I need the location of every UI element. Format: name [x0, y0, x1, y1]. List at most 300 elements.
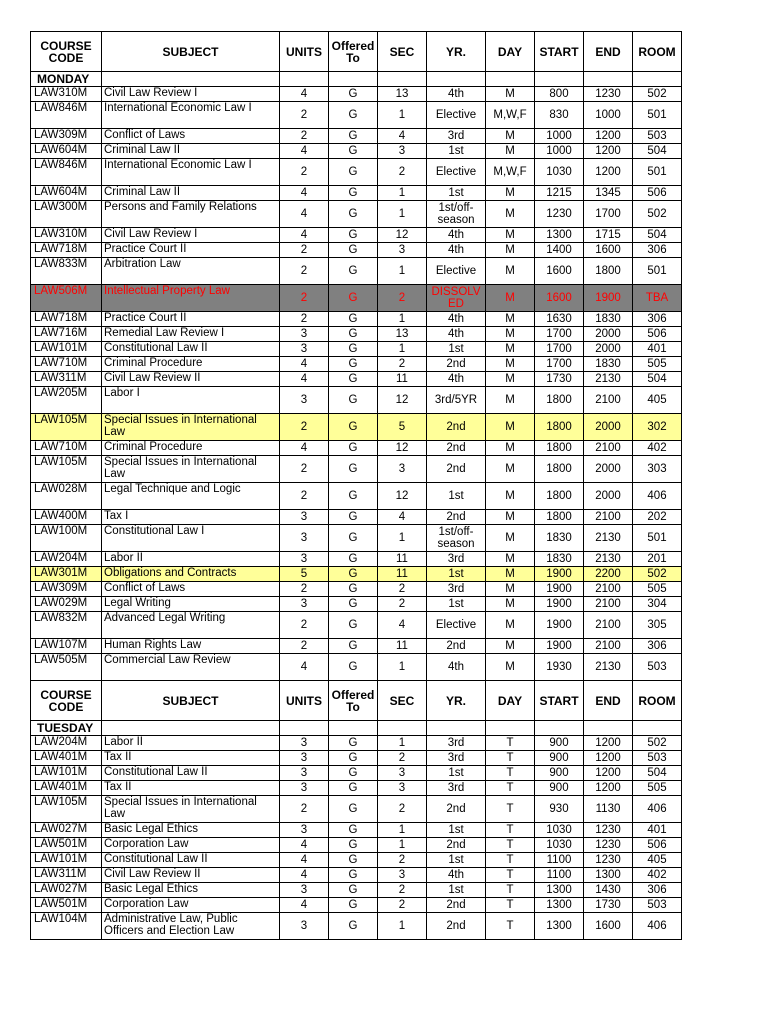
end-cell: 1700 — [584, 201, 633, 228]
header-start: START — [535, 32, 584, 72]
units-cell: 4 — [280, 201, 329, 228]
subject-cell: Commercial Law Review — [102, 654, 280, 681]
course-code-cell: LAW501M — [31, 838, 102, 853]
year-cell: 2nd — [427, 357, 486, 372]
start-cell: 1300 — [535, 898, 584, 913]
end-cell: 1230 — [584, 838, 633, 853]
start-cell: 1800 — [535, 483, 584, 510]
subject-cell: International Economic Law I — [102, 159, 280, 186]
day-cell: M — [486, 414, 535, 441]
subject-cell: Arbitration Law — [102, 258, 280, 285]
end-cell: 1345 — [584, 186, 633, 201]
subject-cell: Labor II — [102, 736, 280, 751]
empty-cell — [535, 721, 584, 736]
subject-cell: Corporation Law — [102, 898, 280, 913]
day-cell: M — [486, 87, 535, 102]
start-cell: 930 — [535, 796, 584, 823]
course-row — [31, 87, 682, 102]
header-day: DAY — [486, 681, 535, 721]
offered-to-cell: G — [329, 87, 378, 102]
year-cell: 2nd — [427, 639, 486, 654]
offered-to-cell: G — [329, 456, 378, 483]
course-row — [31, 144, 682, 159]
course-code-cell: LAW718M — [31, 312, 102, 327]
day-cell: M — [486, 483, 535, 510]
start-cell: 1830 — [535, 525, 584, 552]
course-code-cell: LAW311M — [31, 868, 102, 883]
course-row — [31, 868, 682, 883]
units-cell: 2 — [280, 129, 329, 144]
offered-to-cell: G — [329, 796, 378, 823]
day-cell: M — [486, 387, 535, 414]
header-row — [31, 681, 682, 721]
subject-cell: Criminal Procedure — [102, 441, 280, 456]
empty-cell — [102, 721, 280, 736]
course-row — [31, 525, 682, 552]
offered-to-cell: G — [329, 751, 378, 766]
day-cell: T — [486, 868, 535, 883]
course-row — [31, 312, 682, 327]
course-code-cell: LAW204M — [31, 552, 102, 567]
course-code-cell: LAW309M — [31, 582, 102, 597]
end-cell: 1000 — [584, 102, 633, 129]
offered-to-cell: G — [329, 612, 378, 639]
course-row — [31, 781, 682, 796]
day-cell: T — [486, 883, 535, 898]
units-cell: 4 — [280, 357, 329, 372]
room-cell: 505 — [633, 357, 682, 372]
course-code-cell: LAW301M — [31, 567, 102, 582]
subject-cell: Obligations and Contracts — [102, 567, 280, 582]
empty-cell — [102, 72, 280, 87]
room-cell: 502 — [633, 87, 682, 102]
end-cell: 1130 — [584, 796, 633, 823]
start-cell: 1215 — [535, 186, 584, 201]
course-code-cell: LAW832M — [31, 612, 102, 639]
offered-to-cell: G — [329, 243, 378, 258]
start-cell: 1800 — [535, 387, 584, 414]
units-cell: 2 — [280, 159, 329, 186]
units-cell: 3 — [280, 510, 329, 525]
room-cell: 504 — [633, 228, 682, 243]
offered-to-cell: G — [329, 483, 378, 510]
start-cell: 900 — [535, 751, 584, 766]
empty-cell — [329, 721, 378, 736]
course-code-cell: LAW501M — [31, 898, 102, 913]
start-cell: 1100 — [535, 868, 584, 883]
end-cell: 2100 — [584, 510, 633, 525]
end-cell: 1900 — [584, 285, 633, 312]
offered-to-cell: G — [329, 144, 378, 159]
units-cell: 3 — [280, 913, 329, 940]
course-row — [31, 441, 682, 456]
room-cell: 401 — [633, 823, 682, 838]
section-cell: 3 — [378, 868, 427, 883]
units-cell: 2 — [280, 258, 329, 285]
units-cell: 3 — [280, 766, 329, 781]
course-code-cell: LAW401M — [31, 751, 102, 766]
room-cell: 502 — [633, 736, 682, 751]
units-cell: 4 — [280, 87, 329, 102]
course-code-cell: LAW105M — [31, 456, 102, 483]
section-cell: 1 — [378, 654, 427, 681]
section-cell: 2 — [378, 597, 427, 612]
start-cell: 1900 — [535, 639, 584, 654]
empty-cell — [535, 72, 584, 87]
start-cell: 1300 — [535, 228, 584, 243]
offered-to-cell: G — [329, 342, 378, 357]
end-cell: 1200 — [584, 751, 633, 766]
year-cell: 3rd — [427, 736, 486, 751]
section-cell: 3 — [378, 781, 427, 796]
day-cell: M — [486, 597, 535, 612]
course-code-cell: LAW505M — [31, 654, 102, 681]
start-cell: 1700 — [535, 342, 584, 357]
end-cell: 2000 — [584, 327, 633, 342]
offered-to-cell: G — [329, 736, 378, 751]
day-cell: M — [486, 243, 535, 258]
header-units: UNITS — [280, 681, 329, 721]
room-cell: 504 — [633, 766, 682, 781]
course-code-cell: LAW506M — [31, 285, 102, 312]
room-cell: 506 — [633, 838, 682, 853]
day-cell: M — [486, 357, 535, 372]
end-cell: 2100 — [584, 597, 633, 612]
course-row — [31, 258, 682, 285]
units-cell: 4 — [280, 144, 329, 159]
day-cell: M — [486, 327, 535, 342]
course-row — [31, 597, 682, 612]
offered-to-cell: G — [329, 766, 378, 781]
offered-to-cell: G — [329, 441, 378, 456]
course-row — [31, 639, 682, 654]
start-cell: 1030 — [535, 159, 584, 186]
course-code-cell: LAW846M — [31, 102, 102, 129]
room-cell: 401 — [633, 342, 682, 357]
room-cell: 402 — [633, 868, 682, 883]
subject-cell: Special Issues in International Law — [102, 414, 280, 441]
end-cell: 1200 — [584, 144, 633, 159]
room-cell: 406 — [633, 796, 682, 823]
section-cell: 4 — [378, 129, 427, 144]
start-cell: 1030 — [535, 823, 584, 838]
year-cell: 4th — [427, 372, 486, 387]
units-cell: 3 — [280, 751, 329, 766]
empty-cell — [280, 721, 329, 736]
day-cell: M — [486, 201, 535, 228]
end-cell: 2130 — [584, 525, 633, 552]
start-cell: 1900 — [535, 582, 584, 597]
day-cell: M — [486, 342, 535, 357]
header-start: START — [535, 681, 584, 721]
offered-to-cell: G — [329, 525, 378, 552]
section-cell: 12 — [378, 228, 427, 243]
offered-to-cell: G — [329, 201, 378, 228]
course-code-cell: LAW104M — [31, 913, 102, 940]
units-cell: 2 — [280, 612, 329, 639]
header-course-code: COURSE CODE — [31, 32, 102, 72]
room-cell: 304 — [633, 597, 682, 612]
dissolved-course-row — [31, 285, 682, 312]
year-cell: 2nd — [427, 796, 486, 823]
course-row — [31, 387, 682, 414]
year-cell: 3rd — [427, 552, 486, 567]
units-cell: 2 — [280, 582, 329, 597]
subject-cell: Practice Court II — [102, 312, 280, 327]
room-cell: 201 — [633, 552, 682, 567]
day-cell: M — [486, 525, 535, 552]
course-row — [31, 552, 682, 567]
year-cell: 1st — [427, 342, 486, 357]
offered-to-cell: G — [329, 552, 378, 567]
subject-cell: Criminal Procedure — [102, 357, 280, 372]
section-cell: 2 — [378, 796, 427, 823]
empty-cell — [329, 72, 378, 87]
day-cell: T — [486, 751, 535, 766]
section-cell: 4 — [378, 510, 427, 525]
units-cell: 4 — [280, 898, 329, 913]
start-cell: 1900 — [535, 612, 584, 639]
end-cell: 1200 — [584, 129, 633, 144]
offered-to-cell: G — [329, 781, 378, 796]
start-cell: 1800 — [535, 441, 584, 456]
course-code-cell: LAW846M — [31, 159, 102, 186]
room-cell: 501 — [633, 258, 682, 285]
end-cell: 2130 — [584, 552, 633, 567]
subject-cell: Criminal Law II — [102, 144, 280, 159]
highlighted-course-row — [31, 414, 682, 441]
year-cell: 2nd — [427, 456, 486, 483]
subject-cell: Criminal Law II — [102, 186, 280, 201]
offered-to-cell: G — [329, 582, 378, 597]
section-cell: 1 — [378, 201, 427, 228]
day-cell: T — [486, 781, 535, 796]
empty-cell — [584, 721, 633, 736]
section-cell: 11 — [378, 639, 427, 654]
start-cell: 900 — [535, 766, 584, 781]
empty-cell — [486, 721, 535, 736]
course-row — [31, 582, 682, 597]
subject-cell: Constitutional Law II — [102, 766, 280, 781]
subject-cell: Special Issues in International Law — [102, 456, 280, 483]
day-cell: M — [486, 258, 535, 285]
start-cell: 1800 — [535, 510, 584, 525]
section-cell: 2 — [378, 357, 427, 372]
end-cell: 2100 — [584, 582, 633, 597]
year-cell: 4th — [427, 228, 486, 243]
units-cell: 4 — [280, 228, 329, 243]
course-row — [31, 243, 682, 258]
end-cell: 2130 — [584, 372, 633, 387]
day-cell: T — [486, 766, 535, 781]
start-cell: 1300 — [535, 883, 584, 898]
subject-cell: Remedial Law Review I — [102, 327, 280, 342]
course-row — [31, 654, 682, 681]
section-cell: 1 — [378, 525, 427, 552]
room-cell: 303 — [633, 456, 682, 483]
end-cell: 1300 — [584, 868, 633, 883]
units-cell: 3 — [280, 342, 329, 357]
header-subject: SUBJECT — [102, 32, 280, 72]
start-cell: 1700 — [535, 357, 584, 372]
section-cell: 1 — [378, 312, 427, 327]
day-cell: M — [486, 186, 535, 201]
subject-cell: Tax I — [102, 510, 280, 525]
subject-cell: Constitutional Law I — [102, 525, 280, 552]
course-row — [31, 102, 682, 129]
section-cell: 1 — [378, 838, 427, 853]
room-cell: 504 — [633, 372, 682, 387]
year-cell: 1st — [427, 823, 486, 838]
start-cell: 1900 — [535, 597, 584, 612]
course-row — [31, 751, 682, 766]
start-cell: 1030 — [535, 838, 584, 853]
start-cell: 1100 — [535, 853, 584, 868]
year-cell: 1st — [427, 144, 486, 159]
day-label: TUESDAY — [31, 721, 102, 736]
course-code-cell: LAW604M — [31, 144, 102, 159]
header-course-code: COURSE CODE — [31, 681, 102, 721]
year-cell: 4th — [427, 87, 486, 102]
end-cell: 1230 — [584, 853, 633, 868]
offered-to-cell: G — [329, 597, 378, 612]
section-cell: 1 — [378, 102, 427, 129]
subject-cell: Labor II — [102, 552, 280, 567]
room-cell: 506 — [633, 327, 682, 342]
course-row — [31, 853, 682, 868]
section-cell: 1 — [378, 186, 427, 201]
units-cell: 2 — [280, 243, 329, 258]
subject-cell: Corporation Law — [102, 838, 280, 853]
units-cell: 3 — [280, 525, 329, 552]
section-cell: 1 — [378, 913, 427, 940]
course-row — [31, 327, 682, 342]
end-cell: 1600 — [584, 913, 633, 940]
offered-to-cell: G — [329, 312, 378, 327]
room-cell: 502 — [633, 567, 682, 582]
end-cell: 1830 — [584, 357, 633, 372]
day-cell: M — [486, 228, 535, 243]
section-cell: 11 — [378, 567, 427, 582]
offered-to-cell: G — [329, 823, 378, 838]
course-code-cell: LAW400M — [31, 510, 102, 525]
day-cell: T — [486, 913, 535, 940]
section-cell: 12 — [378, 441, 427, 456]
start-cell: 1800 — [535, 456, 584, 483]
start-cell: 1830 — [535, 552, 584, 567]
offered-to-cell: G — [329, 913, 378, 940]
start-cell: 900 — [535, 736, 584, 751]
empty-cell — [633, 721, 682, 736]
room-cell: 405 — [633, 853, 682, 868]
header-end: END — [584, 32, 633, 72]
highlighted-course-row — [31, 567, 682, 582]
course-code-cell: LAW100M — [31, 525, 102, 552]
year-cell: Elective — [427, 612, 486, 639]
units-cell: 2 — [280, 102, 329, 129]
room-cell: 501 — [633, 102, 682, 129]
end-cell: 1830 — [584, 312, 633, 327]
start-cell: 800 — [535, 87, 584, 102]
section-cell: 1 — [378, 823, 427, 838]
room-cell: 402 — [633, 441, 682, 456]
units-cell: 5 — [280, 567, 329, 582]
header-subject: SUBJECT — [102, 681, 280, 721]
course-code-cell: LAW029M — [31, 597, 102, 612]
year-cell: 1st — [427, 186, 486, 201]
course-row — [31, 883, 682, 898]
day-cell: T — [486, 736, 535, 751]
section-cell: 2 — [378, 159, 427, 186]
end-cell: 2000 — [584, 483, 633, 510]
units-cell: 3 — [280, 327, 329, 342]
year-cell: 1st — [427, 853, 486, 868]
empty-cell — [584, 72, 633, 87]
course-code-cell: LAW105M — [31, 414, 102, 441]
room-cell: 505 — [633, 781, 682, 796]
end-cell: 2100 — [584, 441, 633, 456]
start-cell: 1000 — [535, 129, 584, 144]
year-cell: 3rd — [427, 582, 486, 597]
year-cell: 4th — [427, 868, 486, 883]
subject-cell: Special Issues in International Law — [102, 796, 280, 823]
offered-to-cell: G — [329, 853, 378, 868]
units-cell: 2 — [280, 483, 329, 510]
course-code-cell: LAW027M — [31, 823, 102, 838]
start-cell: 1730 — [535, 372, 584, 387]
offered-to-cell: G — [329, 102, 378, 129]
header-year: YR. — [427, 681, 486, 721]
subject-cell: Constitutional Law II — [102, 342, 280, 357]
schedule-table — [30, 31, 682, 940]
year-cell: 1st — [427, 483, 486, 510]
start-cell: 1000 — [535, 144, 584, 159]
section-cell: 2 — [378, 883, 427, 898]
start-cell: 1800 — [535, 414, 584, 441]
day-cell: T — [486, 898, 535, 913]
end-cell: 1200 — [584, 736, 633, 751]
start-cell: 830 — [535, 102, 584, 129]
section-cell: 3 — [378, 243, 427, 258]
empty-cell — [378, 72, 427, 87]
course-row — [31, 796, 682, 823]
course-code-cell: LAW204M — [31, 736, 102, 751]
year-cell: 4th — [427, 243, 486, 258]
offered-to-cell: G — [329, 258, 378, 285]
offered-to-cell: G — [329, 159, 378, 186]
header-row — [31, 32, 682, 72]
header-day: DAY — [486, 32, 535, 72]
empty-cell — [280, 72, 329, 87]
course-code-cell: LAW107M — [31, 639, 102, 654]
course-code-cell: LAW205M — [31, 387, 102, 414]
header-section: SEC — [378, 32, 427, 72]
units-cell: 4 — [280, 838, 329, 853]
day-cell: M — [486, 129, 535, 144]
offered-to-cell: G — [329, 883, 378, 898]
room-cell: 306 — [633, 639, 682, 654]
section-cell: 2 — [378, 582, 427, 597]
section-cell: 5 — [378, 414, 427, 441]
day-cell: M — [486, 312, 535, 327]
day-cell: M — [486, 567, 535, 582]
year-cell: 4th — [427, 654, 486, 681]
end-cell: 2200 — [584, 567, 633, 582]
day-cell: M — [486, 441, 535, 456]
header-offered-to: Offered To — [329, 32, 378, 72]
room-cell: 504 — [633, 144, 682, 159]
year-cell: 1st — [427, 597, 486, 612]
